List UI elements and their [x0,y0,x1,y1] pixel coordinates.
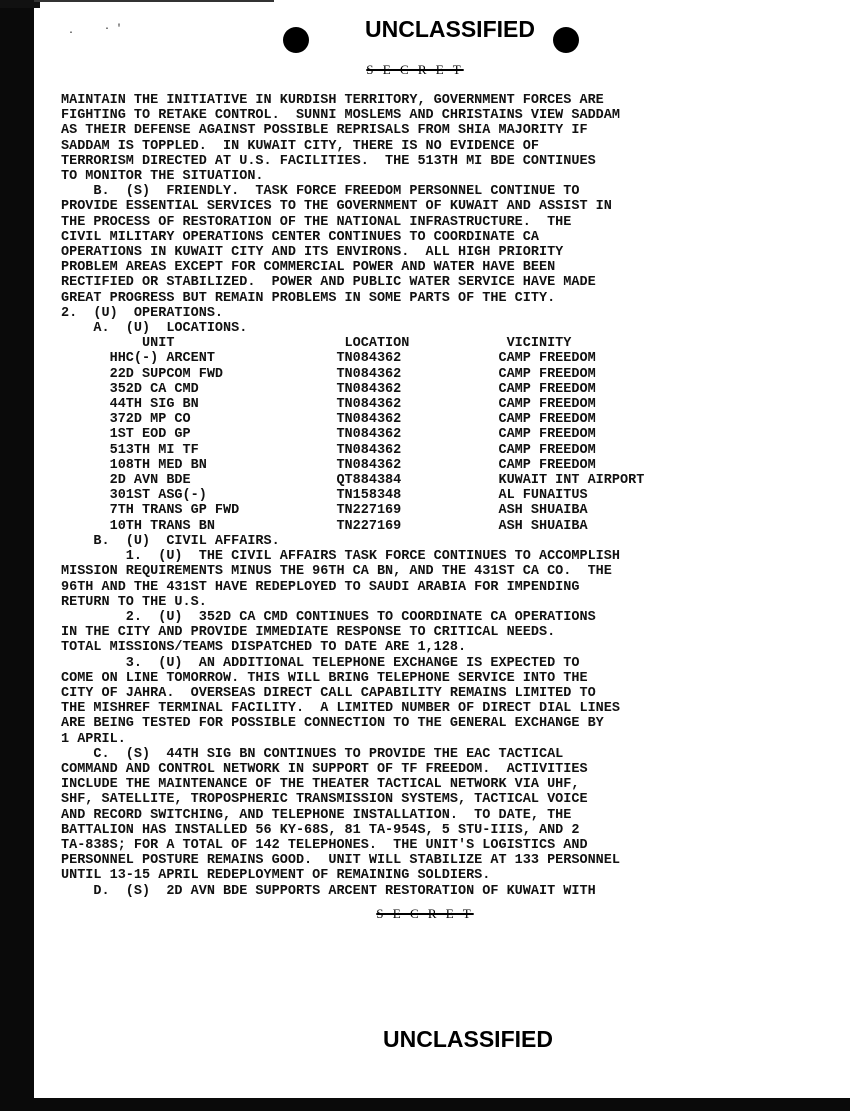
text-line: 2. (U) OPERATIONS. [61,305,224,321]
text-line: CIVIL MILITARY OPERATIONS CENTER CONTINUES TO COORDINATE CA [61,229,539,245]
text-line: SHF, SATELLITE, TROPOSPHERIC TRANSMISSION SYSTEMS, TACTICAL VOICE [61,792,588,808]
text-line: TA-838S; FOR A TOTAL OF 142 TELEPHONES. THE UNIT'S LOGISTICS AND [61,837,588,853]
text-line: PROBLEM AREAS EXCEPT FOR COMMERCIAL POWER AND WATER HAVE BEEN [61,260,556,276]
text-line: MAINTAIN THE INITIATIVE IN KURDISH TERRITORY, GOVERNMENT FORCES ARE [61,93,604,108]
text-line: IN THE CITY AND PROVIDE IMMEDIATE RESPONSE TO CRITICAL NEEDS. [61,625,556,641]
text-line: RECTIFIED OR STABILIZED. POWER AND PUBLIC WATER SERVICE HAVE MADE [61,275,596,291]
text-line: THE MISHREF TERMINAL FACILITY. A LIMITED NUMBER OF DIRECT DIAL LINES [61,701,620,717]
scan-speck: · ' [104,24,123,35]
text-line: 1ST EOD GP TN084362 CAMP FREEDOM [61,427,596,443]
text-line: AS THEIR DEFENSE AGAINST POSSIBLE REPRISALS FROM SHIA MAJORITY IF [61,123,588,139]
text-line: PROVIDE ESSENTIAL SERVICES TO THE GOVERNMENT OF KUWAIT AND ASSIST IN [61,199,612,215]
text-line: 2. (U) 352D CA CMD CONTINUES TO COORDINATE CA OPERATIONS [61,609,596,625]
text-line: ARE BEING TESTED FOR POSSIBLE CONNECTION TO THE GENERAL EXCHANGE BY [61,716,604,732]
text-line: 1. (U) THE CIVIL AFFAIRS TASK FORCE CONTINUES TO ACCOMPLISH [61,549,620,565]
text-line: HHC(-) ARCENT TN084362 CAMP FREEDOM [61,351,596,367]
text-line: 7TH TRANS GP FWD TN227169 ASH SHUAIBA [61,503,588,519]
text-line: 352D CA CMD TN084362 CAMP FREEDOM [61,381,596,397]
text-line: RETURN TO THE U.S. [61,594,207,610]
text-line: 3. (U) AN ADDITIONAL TELEPHONE EXCHANGE IS EXPECTED TO [61,655,580,671]
top-secret-marking: S E C R E T [366,62,464,77]
text-line: MISSION REQUIREMENTS MINUS THE 96TH CA BN, AND THE 431ST CA CO. THE [61,564,612,580]
text-line: CITY OF JAHRA. OVERSEAS DIRECT CALL CAPABILITY REMAINS LIMITED TO [61,685,596,701]
scan-speck: · [68,28,75,39]
text-line: TO MONITOR THE SITUATION. [61,169,264,185]
text-line: THE PROCESS OF RESTORATION OF THE NATIONAL INFRASTRUCTURE. THE [61,214,572,230]
text-line: OPERATIONS IN KUWAIT CITY AND ITS ENVIRONS. ALL HIGH PRIORITY [61,245,564,261]
text-line: TOTAL MISSIONS/TEAMS DISPATCHED TO DATE ARE 1,128. [61,640,467,656]
text-line: FIGHTING TO RETAKE CONTROL. SUNNI MOSLEMS AND CHRISTAINS VIEW SADDAM [61,108,620,124]
text-line: AND RECORD SWITCHING, AND TELEPHONE INSTALLATION. TO DATE, THE [61,807,572,823]
text-line: BATTALION HAS INSTALLED 56 KY-68S, 81 TA-954S, 5 STU-IIIS, AND 2 [61,822,580,838]
scan-bottom-border [0,1098,850,1111]
text-line: 108TH MED BN TN084362 CAMP FREEDOM [61,457,596,473]
text-line: 301ST ASG(-) TN158348 AL FUNAITUS [61,488,588,504]
top-classification: UNCLASSIFIED [365,16,535,42]
text-line: C. (S) 44TH SIG BN CONTINUES TO PROVIDE THE EAC TACTICAL [61,746,564,762]
text-line: D. (S) 2D AVN BDE SUPPORTS ARCENT RESTORATION OF KUWAIT WITH [61,883,596,899]
text-line: 1 APRIL. [61,731,126,747]
text-line: INCLUDE THE MAINTENANCE OF THE THEATER TACTICAL NETWORK VIA UHF, [61,777,580,793]
text-line: COMMAND AND CONTROL NETWORK IN SUPPORT OF TF FREEDOM. ACTIVITIES [61,761,588,777]
scan-left-border [0,0,34,1111]
text-line: 96TH AND THE 431ST HAVE REDEPLOYED TO SAUDI ARABIA FOR IMPENDING [61,579,580,595]
text-line: TERRORISM DIRECTED AT U.S. FACILITIES. THE 513TH MI BDE CONTINUES [61,153,596,169]
text-line: 372D MP CO TN084362 CAMP FREEDOM [61,412,596,428]
document-body [61,93,821,899]
bottom-classification: UNCLASSIFIED [383,1026,553,1052]
text-line: UNIT LOCATION VICINITY [61,336,572,352]
text-line: GREAT PROGRESS BUT REMAIN PROBLEMS IN SOME PARTS OF THE CITY. [61,290,556,306]
bottom-secret-marking: S E C R E T [376,906,474,921]
text-line: PERSONNEL POSTURE REMAINS GOOD. UNIT WILL STABILIZE AT 133 PERSONNEL [61,853,620,869]
text-line: A. (U) LOCATIONS. [61,321,248,337]
text-line: B. (S) FRIENDLY. TASK FORCE FREEDOM PERSONNEL CONTINUE TO [61,184,580,200]
text-line: UNTIL 13-15 APRIL REDEPLOYMENT OF REMAINING SOLDIERS. [61,868,491,884]
text-line: 2D AVN BDE QT884384 KUWAIT INT AIRPORT [61,473,645,489]
text-line: COME ON LINE TOMORROW. THIS WILL BRING TELEPHONE SERVICE INTO THE [61,670,588,686]
text-line: 513TH MI TF TN084362 CAMP FREEDOM [61,442,596,458]
text-line: B. (U) CIVIL AFFAIRS. [61,533,280,549]
text-line: 10TH TRANS BN TN227169 ASH SHUAIBA [61,518,588,534]
text-line: 44TH SIG BN TN084362 CAMP FREEDOM [61,397,596,413]
text-line: SADDAM IS TOPPLED. IN KUWAIT CITY, THERE IS NO EVIDENCE OF [61,138,539,154]
scan-top-line [34,0,274,2]
text-line: 22D SUPCOM FWD TN084362 CAMP FREEDOM [61,366,596,382]
